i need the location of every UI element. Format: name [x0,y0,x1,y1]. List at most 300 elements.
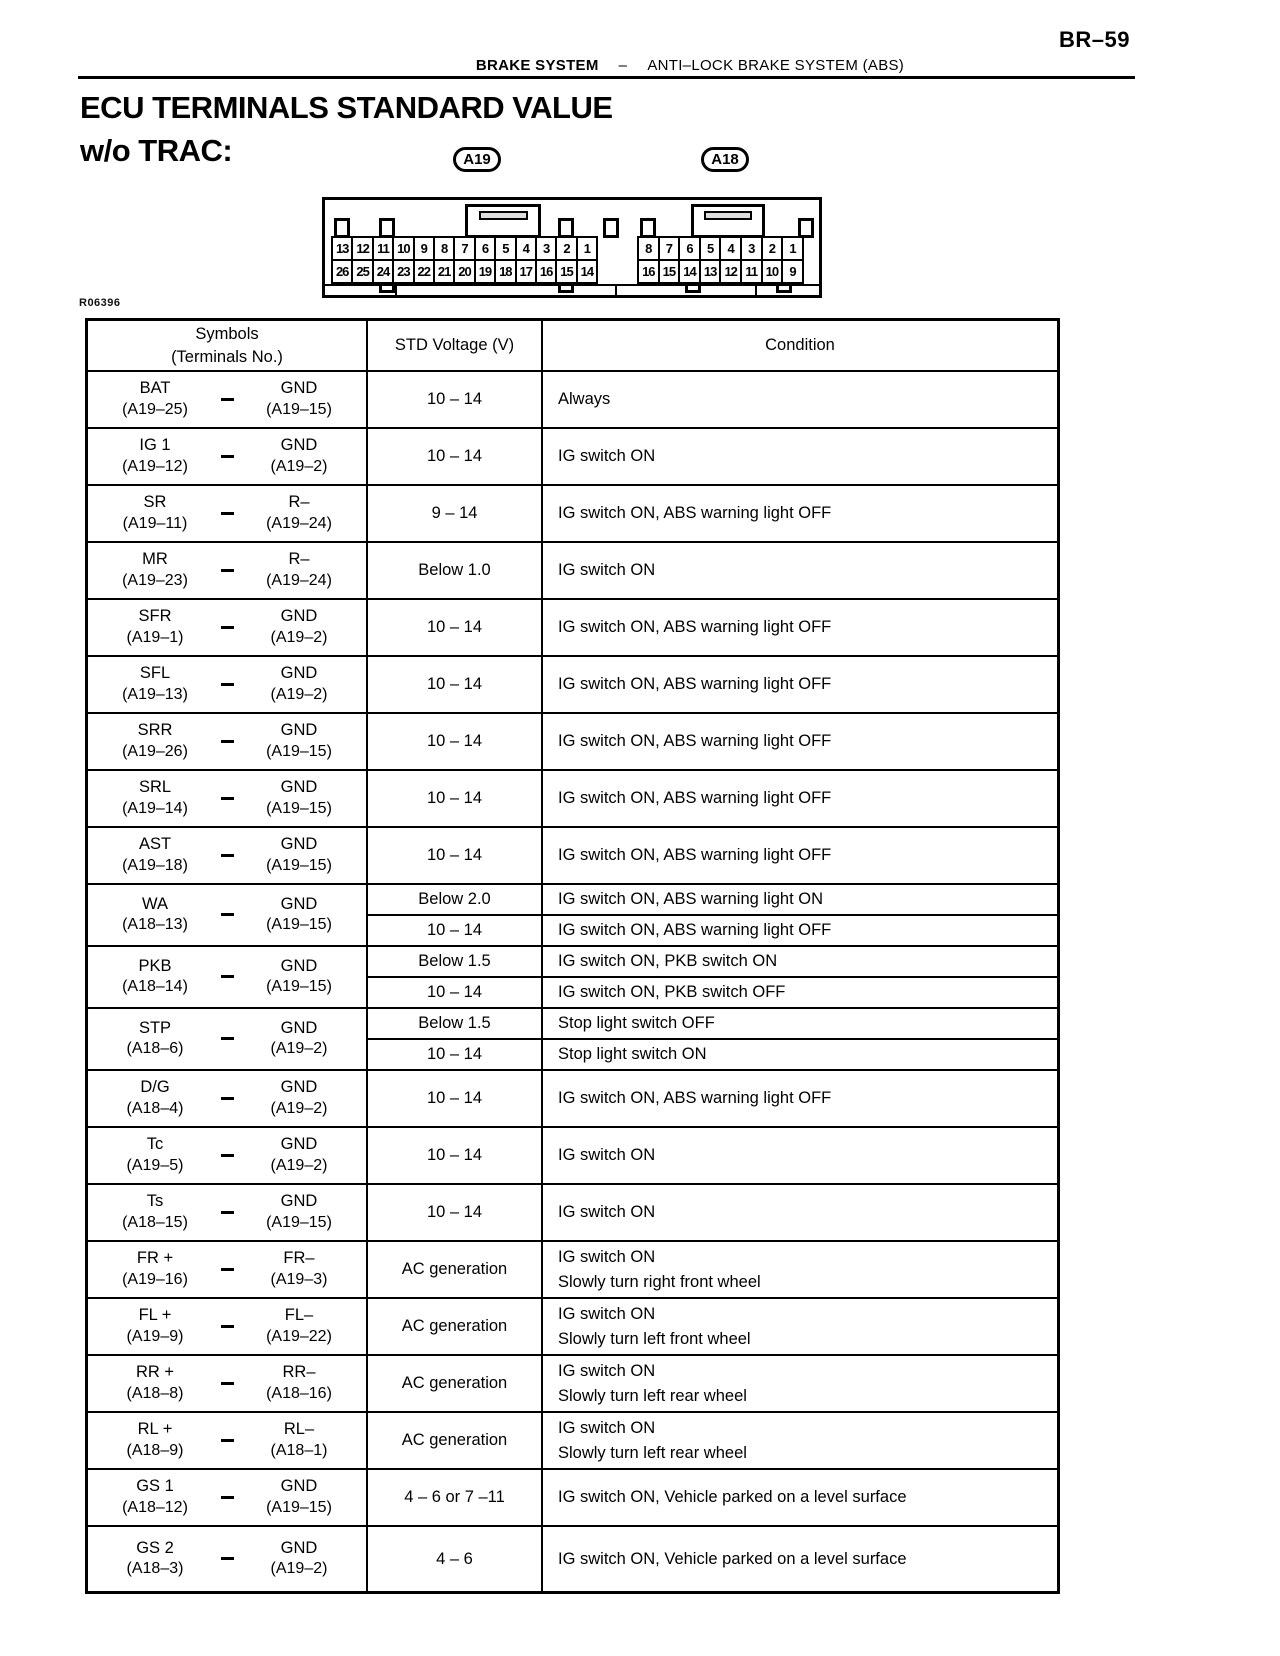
condition-cell [543,916,1057,945]
dash-icon [214,1211,240,1214]
symbol-pair [88,435,366,477]
voltage-cell [368,1040,543,1069]
sub-row [368,947,1057,976]
terminal-name: GND [280,778,318,797]
condition-text: Slowly turn left rear wheel [558,1386,747,1405]
sub-row [368,1009,1057,1038]
symbol-right [240,1077,358,1119]
connector-tab-icon [558,218,574,238]
terminal-name: Tc [146,1135,164,1154]
table-row [88,1126,1057,1183]
condition-cell [543,600,1057,655]
symbol-pair [88,1362,366,1404]
voltage-value: AC generation [401,1431,508,1449]
symbol-right [240,378,358,420]
condition-cell [543,1185,1057,1240]
pin-18: 18 [494,259,516,284]
voltage-cell [368,885,543,914]
voltage-cell [368,600,543,655]
terminal-pin: (A19–2) [270,1560,328,1578]
condition-cell [543,771,1057,826]
table-row [88,484,1057,541]
condition-cell [543,978,1057,1007]
table-body [88,370,1057,1591]
dash-icon [214,1382,240,1385]
condition-cell [543,1413,1057,1468]
symbol-left [96,1305,214,1347]
table-row [88,1183,1057,1240]
voltage-cell [368,1128,543,1183]
terminal-name: FL + [138,1306,172,1325]
condition-text: IG switch ON, ABS warning light OFF [558,675,832,694]
page-subtitle: w/o TRAC: [80,133,233,168]
voltage-cell [368,1009,543,1038]
voltage-cell [368,828,543,883]
condition-text: Slowly turn left front wheel [558,1329,751,1348]
pin-16: 16 [637,259,660,284]
symbol-left [96,492,214,534]
voltage-value: 10 – 14 [426,1045,483,1063]
terminal-pin: (A19–15) [266,856,332,874]
terminal-pin: (A18–3) [126,1560,184,1578]
terminal-name: GND [280,1477,318,1496]
pin-25: 25 [351,259,373,284]
terminal-pin: (A19–13) [122,685,188,703]
condition-text: IG switch ON, Vehicle parked on a level surface [558,1549,907,1568]
terminal-name: Ts [146,1192,164,1211]
symbol-cell [88,1299,368,1354]
dash-icon [214,1439,240,1442]
sub-row [368,1038,1057,1069]
condition-text: IG switch ON, PKB switch ON [558,952,778,971]
pin-19: 19 [474,259,496,284]
terminal-pin: (A18–6) [126,1040,184,1058]
dash-icon [214,913,240,916]
terminal-pin: (A19–11) [122,514,188,532]
terminal-name: GND [280,721,318,740]
terminal-name: IG 1 [139,436,171,455]
symbol-pair [88,720,366,762]
symbol-left [96,1077,214,1119]
symbol-left [96,1018,214,1060]
connector-tab-icon [798,218,814,238]
voltage-cell [368,1413,543,1468]
pin-7: 7 [658,236,681,261]
symbol-right [240,1248,358,1290]
symbol-right [240,1476,358,1518]
voltage-value: AC generation [401,1260,508,1278]
condition-text: IG switch ON, ABS warning light OFF [558,504,832,523]
pin-2: 2 [761,236,784,261]
symbol-pair [88,663,366,705]
terminal-pin: (A19–3) [270,1270,328,1288]
pin-5: 5 [494,236,516,261]
symbol-left [96,834,214,876]
voltage-value: Below 1.5 [418,952,491,970]
pin-4: 4 [719,236,742,261]
voltage-value: 10 – 14 [426,447,483,465]
dash-icon [214,1557,240,1560]
terminal-name: GND [280,1135,318,1154]
table-row [88,945,1057,1007]
symbol-right [240,435,358,477]
table-row [88,1297,1057,1354]
terminal-name: R– [288,550,310,569]
table-row [88,1069,1057,1126]
symbol-cell [88,1242,368,1297]
symbol-pair [88,894,366,936]
terminal-name: GND [280,607,318,626]
symbol-cell [88,771,368,826]
condition-text: Slowly turn right front wheel [558,1272,761,1291]
housing-bottom-line [325,284,819,286]
condition-cell [543,1242,1057,1297]
table-row [88,655,1057,712]
terminal-pin: (A19–14) [122,799,188,817]
table-row [88,826,1057,883]
terminal-name: SRL [138,778,172,797]
sub-row [368,914,1057,945]
pin-9: 9 [781,259,804,284]
voltage-cell [368,372,543,427]
table-row [88,1525,1057,1591]
dash-icon [214,626,240,629]
condition-text: Stop light switch OFF [558,1014,715,1033]
terminal-name: RL + [137,1420,173,1439]
terminal-pin: (A18–16) [266,1384,332,1402]
symbol-pair [88,606,366,648]
table-row [88,883,1057,945]
voltage-cell [368,1527,543,1591]
symbol-pair [88,1018,366,1060]
dash-icon [214,569,240,572]
condition-cell [543,1299,1057,1354]
voltage-value: 9 – 14 [431,504,478,522]
page-title: ECU TERMINALS STANDARD VALUE [80,90,613,125]
symbol-cell [88,885,368,945]
table-row [88,370,1057,427]
condition-cell [543,1527,1057,1591]
condition-cell [543,947,1057,976]
symbol-right [240,1538,358,1580]
terminal-pin: (A19–15) [266,742,332,760]
condition-cell [543,1128,1057,1183]
symbol-cell [88,657,368,712]
symbol-pair [88,1248,366,1290]
terminal-name: GND [280,379,318,398]
terminal-name: D/G [140,1078,170,1097]
symbol-cell [88,1356,368,1411]
voltage-cell [368,916,543,945]
voltage-value: 4 – 6 or 7 –11 [404,1488,505,1506]
terminal-pin: (A19–15) [266,1213,332,1231]
terminal-name: GND [280,956,318,975]
terminal-name: BAT [139,379,171,398]
table-row [88,1411,1057,1468]
dash-icon [214,975,240,978]
pin-13: 13 [331,236,353,261]
terminal-name: GS 1 [136,1477,174,1496]
connector-a18-top-row [637,236,804,261]
voltage-cell [368,714,543,769]
dash-icon [214,1268,240,1271]
terminal-pin: (A19–15) [266,799,332,817]
voltage-value: 10 – 14 [426,921,483,939]
symbol-pair [88,956,366,998]
terminal-name: RL– [283,1420,315,1439]
symbol-cell [88,486,368,541]
symbol-left [96,1134,214,1176]
terminal-pin: (A18–8) [126,1384,184,1402]
terminal-pin: (A18–15) [122,1213,188,1231]
terminal-name: STP [138,1018,172,1037]
table-row [88,1007,1057,1069]
pin-14: 14 [576,259,598,284]
voltage-cell [368,543,543,598]
terminal-name: R– [288,493,310,512]
dash-icon [214,455,240,458]
connector-tab-icon [640,218,656,238]
pin-21: 21 [433,259,455,284]
running-header-separator: – [618,57,628,74]
symbol-cell [88,1009,368,1069]
header-symbols-line2: (Terminals No.) [171,347,283,366]
terminal-pin: (A19–2) [270,685,328,703]
connector-pinout-diagram [322,197,822,298]
symbol-left [96,777,214,819]
symbol-right [240,894,358,936]
voltage-value: 10 – 14 [426,983,483,1001]
connector-latch-icon [691,204,765,238]
symbol-pair [88,1077,366,1119]
pin-11: 11 [372,236,394,261]
pin-10: 10 [761,259,784,284]
voltage-cell [368,1470,543,1525]
condition-cell [543,828,1057,883]
terminal-pin: (A19–2) [270,1099,328,1117]
terminal-name: GND [280,1192,318,1211]
condition-text: IG switch ON, ABS warning light OFF [558,732,832,751]
header-symbols [88,321,368,370]
pin-4: 4 [515,236,537,261]
symbol-pair [88,549,366,591]
voltage-cell [368,947,543,976]
dash-icon [214,854,240,857]
terminal-name: RR + [135,1363,175,1382]
pin-11: 11 [740,259,763,284]
symbol-pair [88,834,366,876]
condition-cell [543,429,1057,484]
terminal-pin: (A19–15) [266,400,332,418]
pin-2: 2 [555,236,577,261]
voltage-value: AC generation [401,1317,508,1335]
voltage-cell [368,657,543,712]
condition-cell [543,657,1057,712]
terminal-pin: (A19–9) [126,1327,184,1345]
terminal-name: GND [280,1078,318,1097]
symbol-left [96,1362,214,1404]
pin-9: 9 [413,236,435,261]
condition-text: IG switch ON, ABS warning light OFF [558,846,832,865]
condition-cell [543,1040,1057,1069]
header-symbols-line1: Symbols [195,325,259,344]
condition-text: IG switch ON [558,1418,656,1437]
voltage-cell [368,1356,543,1411]
condition-text: IG switch ON [558,1247,656,1266]
symbol-right [240,720,358,762]
symbol-right [240,1419,358,1461]
pin-12: 12 [351,236,373,261]
header-voltage: STD Voltage (V) [368,321,543,370]
condition-text: IG switch ON [558,1146,656,1165]
symbol-left [96,1476,214,1518]
symbol-cell [88,1413,368,1468]
condition-text: IG switch ON, ABS warning light OFF [558,921,832,940]
condition-text: IG switch ON, ABS warning light OFF [558,1089,832,1108]
pin-12: 12 [719,259,742,284]
voltage-value: Below 1.5 [418,1014,491,1032]
pin-5: 5 [699,236,722,261]
pin-17: 17 [515,259,537,284]
terminal-name: SR [143,493,167,512]
condition-cell [543,543,1057,598]
symbol-left [96,663,214,705]
running-header [100,57,1280,74]
terminal-name: FR + [136,1249,174,1268]
dash-icon [214,1496,240,1499]
figure-code: R06396 [79,297,121,309]
condition-text: IG switch ON [558,561,656,580]
voltage-cell [368,978,543,1007]
terminal-name: RR– [282,1363,316,1382]
pin-10: 10 [392,236,414,261]
voltage-cell [368,1185,543,1240]
pin-20: 20 [453,259,475,284]
voltage-cell [368,771,543,826]
table-row [88,541,1057,598]
voltage-cell [368,429,543,484]
dash-icon [214,398,240,401]
terminal-pin: (A18–14) [122,978,188,996]
sub-row [368,885,1057,914]
pin-15: 15 [658,259,681,284]
symbol-right [240,1134,358,1176]
symbol-pair [88,1419,366,1461]
terminal-name: MR [142,550,168,569]
voltage-value: 10 – 14 [426,1089,483,1107]
pin-14: 14 [678,259,701,284]
connector-a19-top-row [331,236,598,261]
voltage-cell [368,1299,543,1354]
condition-text: IG switch ON, ABS warning light ON [558,890,824,909]
terminal-name: PKB [138,956,172,975]
voltage-value: 10 – 14 [426,390,483,408]
terminal-pin: (A19–12) [122,457,188,475]
dash-icon [214,740,240,743]
terminal-pin: (A18–9) [126,1441,184,1459]
connector-label-a19: A19 [453,147,501,172]
pin-15: 15 [555,259,577,284]
symbol-cell [88,947,368,1007]
terminal-pin: (A19–25) [122,400,188,418]
table-row [88,1240,1057,1297]
terminal-name: GND [280,664,318,683]
symbol-left [96,720,214,762]
table-row [88,1354,1057,1411]
voltage-value: 10 – 14 [426,846,483,864]
table-row [88,1468,1057,1525]
pin-6: 6 [474,236,496,261]
condition-cell [543,714,1057,769]
condition-text: IG switch ON, ABS warning light OFF [558,618,832,637]
terminal-name: AST [138,835,172,854]
terminal-pin: (A19–24) [266,514,332,532]
condition-text: IG switch ON, Vehicle parked on a level surface [558,1488,907,1507]
pin-1: 1 [576,236,598,261]
symbol-right [240,834,358,876]
terminal-pin: (A19–24) [266,571,332,589]
terminal-pin: (A19–2) [270,628,328,646]
terminal-name: GND [280,894,318,913]
terminal-pin: (A19–22) [266,1327,332,1345]
symbol-left [96,1248,214,1290]
condition-text: IG switch ON [558,1361,656,1380]
connector-a18-bottom-row [637,259,804,284]
condition-text: IG switch ON, ABS warning light OFF [558,789,832,808]
terminal-pin: (A18–1) [270,1441,328,1459]
condition-text: IG switch ON, PKB switch OFF [558,983,786,1002]
connector-tab-icon [334,218,350,238]
terminal-pin: (A19–18) [122,856,188,874]
pin-8: 8 [433,236,455,261]
terminal-name: FR– [283,1249,315,1268]
condition-cell [543,1071,1057,1126]
terminal-pin: (A19–2) [270,1156,328,1174]
symbol-left [96,1538,214,1580]
terminal-pin: (A18–12) [122,1498,188,1516]
voltage-cell [368,1242,543,1297]
dash-icon [214,1154,240,1157]
voltage-value: 10 – 14 [426,1203,483,1221]
symbol-pair [88,1476,366,1518]
pin-7: 7 [453,236,475,261]
symbol-right [240,606,358,648]
terminal-name: SFL [139,664,171,683]
voltage-value: 10 – 14 [426,1146,483,1164]
condition-cell [543,1470,1057,1525]
terminal-pin: (A18–13) [122,916,188,934]
connector-tab-icon [379,218,395,238]
dash-icon [214,1097,240,1100]
table-header-row [88,321,1057,370]
symbol-right [240,1305,358,1347]
condition-text: IG switch ON [558,1203,656,1222]
voltage-cell [368,486,543,541]
voltage-value: Below 2.0 [418,890,491,908]
symbol-right [240,1362,358,1404]
connector-tab-icon [603,218,619,238]
symbol-left [96,956,214,998]
split-sub-rows [368,885,1057,945]
terminal-name: GS 2 [136,1538,174,1557]
condition-text: IG switch ON [558,1304,656,1323]
split-sub-rows [368,947,1057,1007]
condition-text: Always [558,390,611,409]
condition-cell [543,885,1057,914]
symbol-right [240,956,358,998]
terminal-pin: (A19–15) [266,1498,332,1516]
voltage-value: 4 – 6 [436,1549,473,1568]
